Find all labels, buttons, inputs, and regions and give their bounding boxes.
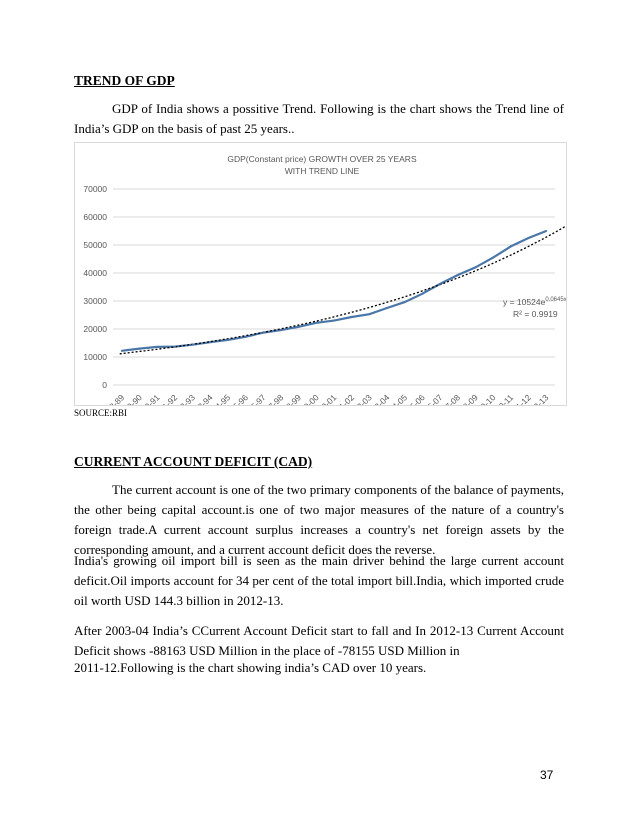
chart-title-line1: GDP(Constant price) GROWTH OVER 25 YEARS (227, 154, 417, 164)
data-point (298, 326, 300, 328)
data-point (174, 346, 176, 348)
trendline-equation: $y = 10524e^{0.0645x}$ (503, 297, 566, 307)
page-number: 37 (540, 768, 554, 782)
data-point (527, 237, 529, 239)
y-tick-label: 40000 (83, 268, 107, 278)
gdp-chart (74, 142, 567, 406)
gdp-chart-svg (75, 143, 566, 405)
cad-section-heading: CURRENT ACCOUNT DEFICIT (CAD) (74, 454, 313, 469)
data-point (545, 230, 547, 232)
data-point (262, 332, 264, 334)
data-point (139, 348, 141, 350)
data-point (510, 245, 512, 247)
data-point (121, 350, 123, 352)
gdp-series-line (122, 231, 546, 351)
data-point (156, 346, 158, 348)
cad-paragraph-1: The current account is one of the two primary components of the balance of payments, the other being capital account.is one of two major measures of the nature of a country's foreign trade.A current account surplus increases a country's net foreign assets by the corresponding amount, and a current account deficit does the reverse. (74, 482, 564, 557)
gdp-paragraph: GDP of India shows a possitive Trend. Following is the chart shows the Trend line of India’s GDP on the basis of past 25 years.. (74, 101, 564, 136)
y-tick-label: 50000 (83, 240, 107, 250)
trendline-r-squared: R² = 0.9919 (513, 309, 558, 319)
data-point (457, 274, 459, 276)
data-point (192, 344, 194, 346)
gdp-section-heading: TREND OF GDP (74, 73, 175, 88)
data-point (209, 341, 211, 343)
data-point (333, 320, 335, 322)
y-tick-label: 30000 (83, 296, 107, 306)
chart-title-line2: WITH TREND LINE (284, 166, 360, 176)
cad-paragraph-3: After 2003-04 India’s CCurrent Account Deficit start to fall and In 2012-13 Current Account Deficit shows -88163 USD Million in the place of -78155 USD Million in (74, 623, 564, 658)
data-point (439, 283, 441, 285)
data-point (351, 316, 353, 318)
data-point (368, 313, 370, 315)
y-tick-label: 10000 (83, 352, 107, 362)
y-tick-label: 60000 (83, 212, 107, 222)
data-point (421, 293, 423, 295)
chart-source: SOURCE:RBI (74, 408, 128, 418)
data-point (492, 257, 494, 259)
data-point (474, 266, 476, 268)
cad-paragraph-2: India's growing oil import bill is seen as the main driver behind the large current account deficit.Oil imports account for 34 per cent of the total import bill.India, which imported crude oil worth USD 144.3 billion in 2012-13. (74, 553, 564, 608)
y-tick-label: 20000 (83, 324, 107, 334)
x-tick-label (97, 392, 126, 405)
data-point (280, 329, 282, 331)
data-point (404, 301, 406, 303)
data-point (386, 307, 388, 309)
y-tick-label: 0 (102, 380, 107, 390)
y-tick-label: 70000 (83, 184, 107, 194)
data-point (245, 336, 247, 338)
trend-line (120, 222, 566, 354)
data-point (227, 339, 229, 341)
data-point (315, 322, 317, 324)
cad-paragraph-4: 2011-12.Following is the chart showing india’s CAD over 10 years. (74, 660, 427, 675)
